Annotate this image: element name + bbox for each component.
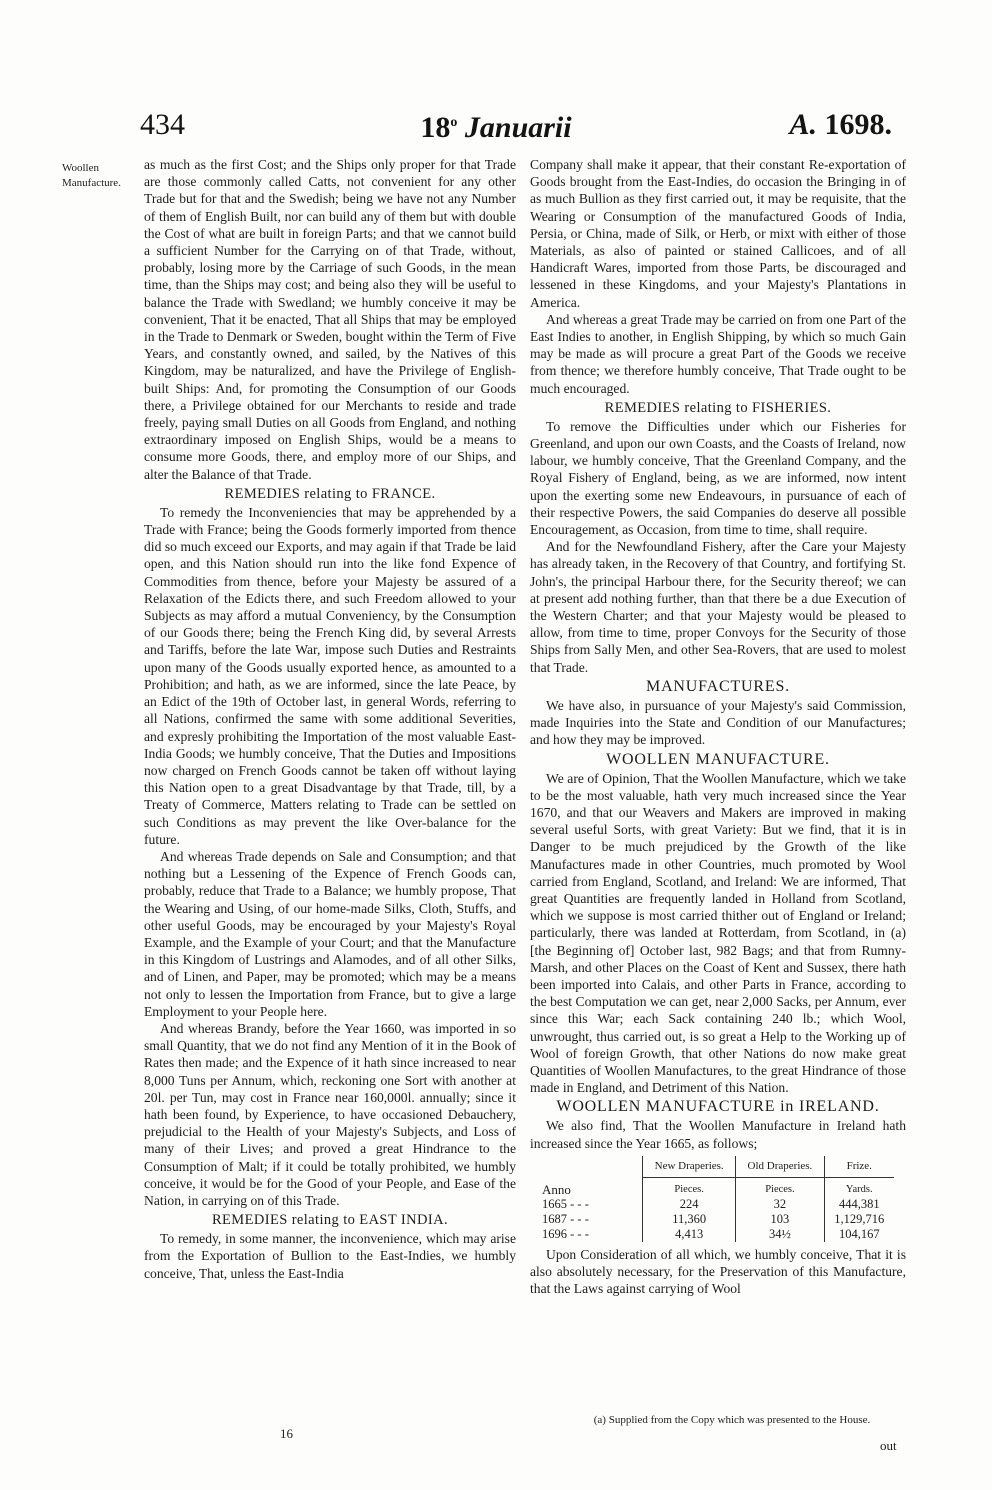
table-cell-frize: 1,129,716: [824, 1212, 894, 1227]
left-paragraph-5: To remedy, in some manner, the inconvenience, which may arise from the Exportation of Bullion to the East-Indies, we humbly conceive, That, unless the East-India: [144, 1231, 516, 1281]
date-superscript: o: [450, 115, 458, 130]
table-cell-old: 103: [736, 1212, 824, 1227]
table-row: [538, 1197, 894, 1212]
right-paragraph-3: To remove the Difficulties under which our Fisheries for Greenland, and upon our own Coasts, and the Coasts of Ireland, now labour, we humbly conceive, That the Greenland Company, and the Royal Fishery of England, being, as we are informed, now intent upon the exerting some new Endeavours, in pursuance of each of their respective Powers, the said Companies do deserve all possible Encouragement, as Occasion, from time to time, shall require.: [530, 418, 906, 538]
right-paragraph-5: We have also, in pursuance of your Majesty's said Commission, made Inquiries into the State and Condition of our Manufactures; and how they may be improved.: [530, 697, 906, 748]
table-cell-year: 1696 - - -: [542, 1226, 589, 1241]
table-cell-frize: 104,167: [824, 1227, 894, 1242]
running-head-year: [789, 108, 892, 142]
table-cell-old: 34½: [736, 1227, 824, 1242]
table-cell-new: 11,360: [643, 1212, 736, 1227]
table-header-old: Old Draperies.: [736, 1156, 824, 1178]
table-unit-frize: Yards.: [824, 1177, 894, 1197]
year-prefix: A.: [789, 108, 817, 141]
table-unit-old: Pieces.: [736, 1177, 824, 1197]
table-cell-old: 32: [736, 1197, 824, 1212]
table-cell-year: 1687 - - -: [542, 1211, 589, 1226]
heading-manufactures: MANUFACTURES.: [646, 677, 790, 695]
right-paragraph-8: Upon Consideration of all which, we humbly conceive, That it is also absolutely necessary, for the Preservation of this Manufacture, that the Laws against carrying of Wool: [530, 1246, 906, 1297]
left-paragraph-4: And whereas Brandy, before the Year 1660, was imported in so small Quantity, that we do not find any Mention of it in the Book of Rates then made; and the Expence of it hath since increased to near 8,000 Tuns per Annum, which, reckoning one Sort with another at 20l. per Tun, may cost in France near 160,000l. annually; since it hath been found, by Experience, to have occasioned Debauchery, prejudicial to the Health of your Majesty's Subjects, and Loss of many of their Lives; and proved a great Hindrance to the Consumption of Malt; if it could be totally prohibited, we humbly conceive, it would be for the Good of your People, and Ease of the Nation, in carrying on of this Trade.: [144, 1020, 516, 1208]
left-column: [144, 156, 516, 1282]
footnote: (a) Supplied from the Copy which was presented to the House.: [593, 1414, 871, 1426]
signature-mark: 16: [280, 1426, 293, 1441]
heading-east-india: REMEDIES relating to EAST INDIA.: [211, 1212, 449, 1229]
right-paragraph-7: We also find, That the Woollen Manufacture in Ireland hath increased since the Year 1665, as follows;: [530, 1118, 906, 1151]
table-cell-frize: 444,381: [824, 1197, 894, 1212]
table-row: [538, 1227, 894, 1242]
heading-woollen-ireland: WOOLLEN MANUFACTURE in IRELAND.: [556, 1098, 880, 1116]
table-header-frize: Frize.: [824, 1156, 894, 1178]
right-paragraph-2: And whereas a great Trade may be carried on from one Part of the East Indies to another, in English Shipping, by which so much Gain may be made as will procure a great Part of the Goods we receive from thence; we therefore humbly conceive, That Trade ought to be much encouraged.: [530, 311, 906, 396]
table-cell-new: 224: [643, 1197, 736, 1212]
date-day: 18: [420, 111, 451, 144]
table-cell-year: 1665 - - -: [542, 1196, 589, 1211]
table-anno-label: Anno: [542, 1181, 571, 1197]
table-units-row: [538, 1177, 894, 1197]
catchword: out: [880, 1438, 897, 1453]
left-paragraph-3: And whereas Trade depends on Sale and Consumption; and that nothing but a Lessening of the Expence of French Goods can, probably, reduce that Trade to a Balance; we humbly propose, That the Wearing and Using, of our home-made Silks, Cloth, Stuffs, and other useful Goods, may be encouraged by your Majesty's Royal Example, and the Example of your Court; and that the Manufacture in this Kingdom of Lustrings and Alamodes, and of all other Silks, and of Linen, and Paper, may be promoted; which may be a means not only to lessen the Importation from France, but to give a large Employment to your People here.: [144, 848, 516, 1019]
table-header-new: New Draperies.: [643, 1156, 736, 1178]
table-header-row: [538, 1156, 894, 1178]
right-paragraph-6: We are of Opinion, That the Woollen Manufacture, which we take to be the most valuable, hath very much increased since the Year 1670, and that our Weavers and Makers are improved in making several useful Sorts, with great Variety: But we find, that it is in Danger to be much prejudiced by the Growth of the like Manufactures made in other Countries, much promoted by Wool carried from England, Scotland, and Ireland: We are informed, That great Quantities are frequently landed in Holland from Scotland, which we suppose is most carried thither out of England or Ireland; particularly, there was landed at Rotterdam, from Scotland, in (a) [the Beginning of] October last, 982 Bags; and that from Rumny-Marsh, and other Places on the Coast of Kent and Sussex, there hath been imported into Calais, and other Parts in France, according to the best Computation we can get, near 2,000 Sacks, per Annum, ever since this War; each Sack containing 240 lb.; which Wool, unwrought, thus carried out, is so great a Help to the Working up of Wool of foreign Growth, that other Nations do now make great Quantities of Woollen Manufactures, to the great Hindrance of those made in England, and Detriment of this Nation.: [530, 770, 906, 1096]
right-paragraph-4: And for the Newfoundland Fishery, after the Care your Majesty has already taken, in the Recovery of that Country, and fortifying St. John's, the principal Harbour there, for the Security thereof; we can at present add nothing further, than that there be a due Execution of the Western Charter; and that your Majesty would be pleased to allow, from time to time, proper Convoys for the Security of those Ships from Sally Men, and other Sea-Rovers, that are used to molest that Trade.: [530, 539, 906, 675]
heading-fisheries: REMEDIES relating to FISHERIES.: [604, 399, 832, 416]
table-cell-new: 4,413: [643, 1227, 736, 1242]
right-column: [530, 156, 906, 1298]
woollen-ireland-table: [538, 1156, 894, 1242]
year-value: 1698.: [824, 108, 892, 141]
right-paragraph-1: Company shall make it appear, that their constant Re-exportation of Goods brought from the East-Indies, do occasion the Bringing in of as much Bullion as they first carried out, it may be requisite, that the Wearing or Consumption of the manufactured Goods of India, Persia, or China, made of Silk, or Herb, or mixt with either of those Materials, as also of painted or stained Callicoes, and of all Handicraft Wares, imported from those Parts, be discouraged and lessened in these Kingdoms, and your Majesty's Plantations in America.: [530, 157, 906, 310]
page-number: 434: [140, 108, 185, 141]
left-paragraph-1: as much as the first Cost; and the Ships only proper for that Trade are those commonly called Catts, not convenient for any other Trade but for that and the Swedish; being we have not any Number of them of English Built, nor can build any of them but with double the Cost of what are built in foreign Parts; and that we cannot build a sufficient Number for the Carrying on of that Trade, without, probably, losing more by the Carriage of such Goods, in the mean time, than the Ships may cost; and being also they will be useful to balance the Trade with Swedland; we humbly conceive it may be convenient, That it be enacted, That all Ships that may be employed in the Trade to Denmark or Sweden, bought within the Term of Five Years, and constantly owned, and sailed, by the Natives of this Kingdom, may be naturalized, and have the Privilege of English-built Ships: And, for promoting the Consumption of our Goods there, a Privilege obtained for our Merchants to reside and trade freely, paying small Duties on all Goods from England, and nothing extraordinary imposed on English Ships, would be a means to consume more Goods, there, and employ more of our Ships, and alter the Balance of that Trade.: [144, 157, 516, 482]
table-header-blank: [538, 1156, 643, 1178]
table-unit-new: Pieces.: [643, 1177, 736, 1197]
margin-note: Woollen Manufacture.: [62, 162, 121, 189]
left-paragraph-2: To remedy the Inconveniencies that may be apprehended by a Trade with France; being the Goods formerly imported from thence did so much exceed our Exports, and may again if that Trade be laid open, and this Nation should run into the like fond Expence of Commodities from thence, before your Majesty be assured of a Relaxation of the Edicts there, and such Freedom allowed to your Subjects as may afford a mutual Conveniency, by the Consumption of our Goods there; being the French King did, by several Arrests and Tariffs, before the late War, impose such Duties and Restraints upon many of the Goods usually exported hence, as amounted to a Prohibition; and hath, as we are informed, since the late Peace, by an Edict of the 19th of October last, in general Words, referring to all Nations, confirmed the same with some additional Severities, and expresly prohibiting the Importation of the most valuable East-India Goods; we humbly conceive, That the Duties and Impositions now charged on French Goods cannot be taken off without laying this Nation open to a great Disadvantage by that Trade, till, by a Treaty of Commerce, Matters relating to Trade can be settled on such Conditions as may prevent the like Over-balance for the future.: [144, 504, 516, 847]
heading-france: REMEDIES relating to FRANCE.: [224, 485, 436, 502]
heading-woollen: WOOLLEN MANUFACTURE.: [606, 750, 830, 768]
table-row: [538, 1212, 894, 1227]
date-month: Januarii: [464, 111, 572, 144]
